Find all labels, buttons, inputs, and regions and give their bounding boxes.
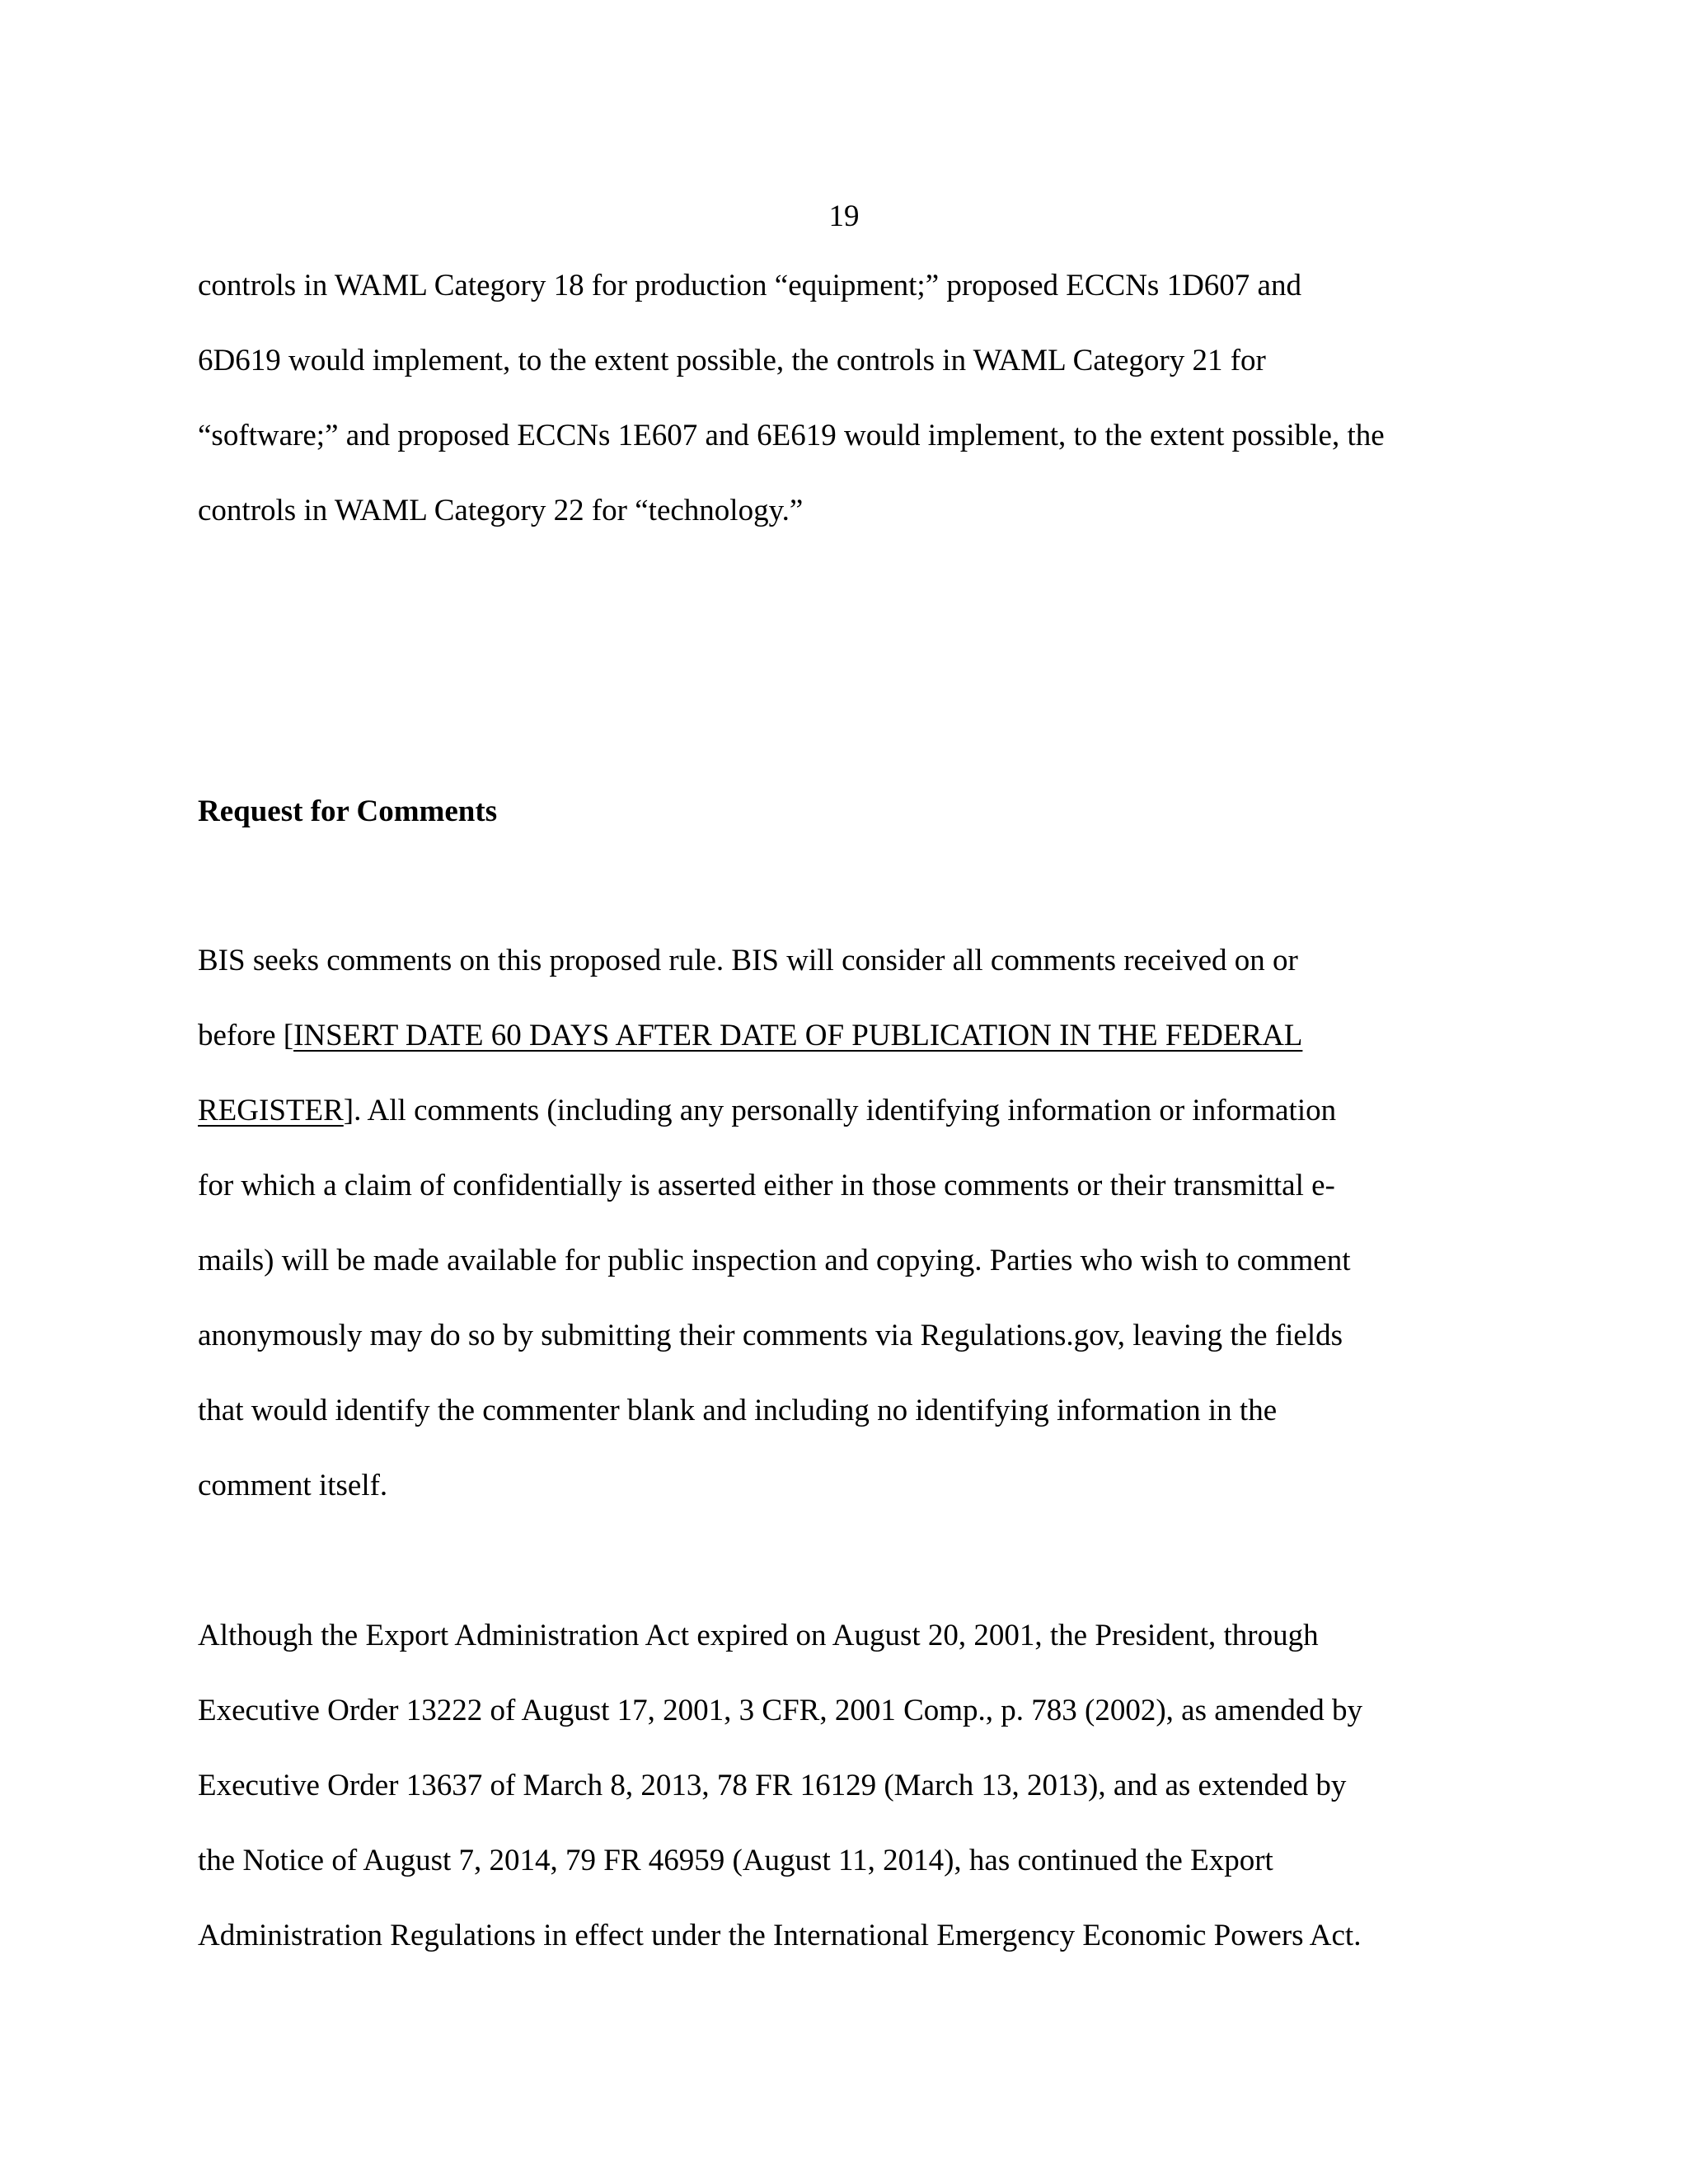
paragraph-2-line-6: anonymously may do so by submitting their comments via Regulations.gov, leaving the fields [198, 1319, 1343, 1352]
paragraph-2-line-8: comment itself. [198, 1469, 388, 1502]
paragraph-1-line-4: controls in WAML Category 22 for “technology.” [198, 494, 804, 527]
paragraph-2-line-4: for which a claim of confidentially is asserted either in those comments or their transmittal e- [198, 1169, 1335, 1202]
paragraph-2-line-3-suffix: ]. All comments (including any personally identifying information or information [343, 1094, 1337, 1127]
section-heading: Request for Comments [198, 794, 498, 828]
paragraph-2-line-7: that would identify the commenter blank and including no identifying information in the [198, 1394, 1278, 1427]
insert-date-placeholder: INSERT DATE 60 DAYS AFTER DATE OF PUBLICATION IN THE FEDERAL [293, 1019, 1303, 1052]
paragraph-2-line-3 [198, 1090, 1336, 1132]
paragraph-3-line-2: Executive Order 13222 of August 17, 2001, 3 CFR, 2001 Comp., p. 783 (2002), as amended by [198, 1694, 1363, 1727]
paragraph-1-line-1: controls in WAML Category 18 for production “equipment;” proposed ECCNs 1D607 and [198, 269, 1301, 302]
paragraph-2-line-1: BIS seeks comments on this proposed rule. BIS will consider all comments received on or [198, 944, 1298, 977]
paragraph-3-line-1: Although the Export Administration Act expired on August 20, 2001, the President, through [198, 1619, 1319, 1652]
paragraph-2-line-5: mails) will be made available for public inspection and copying. Parties who wish to comment [198, 1244, 1351, 1277]
page-number: 19 [828, 199, 860, 233]
paragraph-2-line-2-prefix: before [ [198, 1019, 294, 1052]
paragraph-3-line-4: the Notice of August 7, 2014, 79 FR 46959 (August 11, 2014), has continued the Export [198, 1844, 1273, 1877]
paragraph-3-line-5: Administration Regulations in effect under the International Emergency Economic Powers Act. [198, 1919, 1362, 1952]
paragraph-1-line-3: “software;” and proposed ECCNs 1E607 and 6E619 would implement, to the extent possible, the [198, 419, 1385, 452]
insert-date-placeholder-end: REGISTER [198, 1094, 344, 1127]
paragraph-2-line-2 [198, 1015, 1302, 1057]
paragraph-3-line-3: Executive Order 13637 of March 8, 2013, 78 FR 16129 (March 13, 2013), and as extended by [198, 1769, 1347, 1802]
paragraph-1-line-2: 6D619 would implement, to the extent possible, the controls in WAML Category 21 for [198, 344, 1266, 377]
